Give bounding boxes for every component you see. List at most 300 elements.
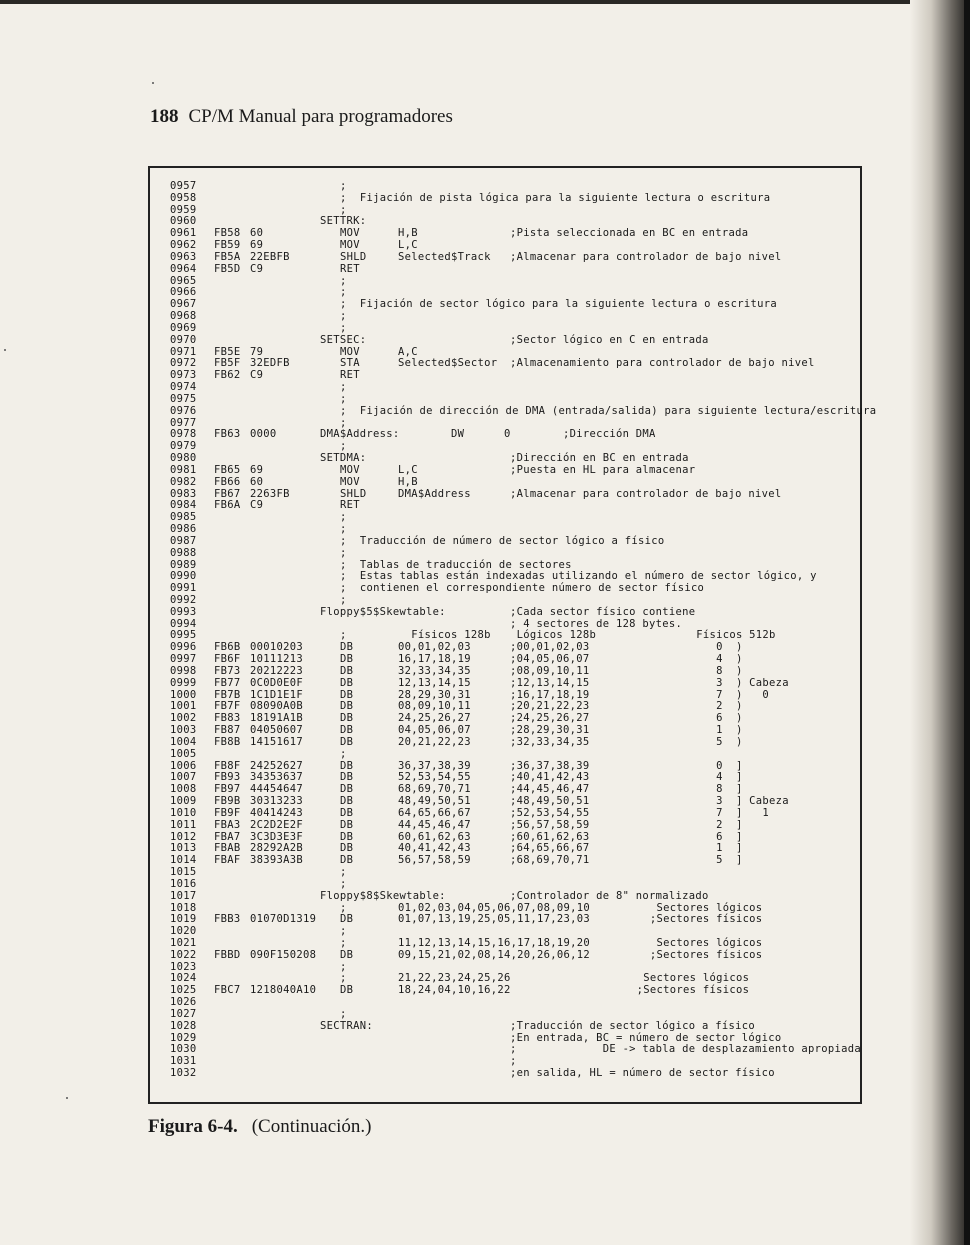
listing-rem: ;Traducción de sector lógico a físico — [510, 1019, 755, 1032]
listing-line: 1010 — [170, 806, 197, 819]
listing-extra: 0 ) — [630, 641, 743, 654]
listing-rem: ;48,49,50,51 — [510, 795, 590, 808]
listing-hex: C9 — [250, 262, 264, 275]
listing-arg: 24,25,26,27 — [398, 712, 471, 725]
listing-line: 0992 — [170, 593, 197, 606]
listing-op: ; Traducción de número de sector lógico a físico — [340, 534, 665, 547]
listing-line: 1029 — [170, 1031, 197, 1044]
listing-line: 0999 — [170, 676, 197, 689]
listing-op: DB — [340, 759, 354, 772]
listing-extra: 3 ] Cabeza — [630, 795, 789, 808]
listing-hex: 18191A1B — [250, 712, 303, 725]
listing-arg: 18,24,04,10,16,22 — [398, 984, 511, 997]
listing-hex: 0000 — [250, 428, 277, 441]
listing-op: MOV — [340, 463, 360, 476]
listing-op: ; Estas tablas están indexadas utilizando el número de sector lógico, y — [340, 570, 817, 583]
listing-addr: FB66 — [214, 475, 241, 488]
listing-extra: 5 ] — [630, 854, 743, 867]
listing-op: ; — [340, 511, 347, 524]
listing-op: DB — [340, 913, 354, 926]
listing-line: 0986 — [170, 523, 197, 536]
listing-line: 1030 — [170, 1043, 197, 1056]
listing-line: 0984 — [170, 499, 197, 512]
listing-line: 0988 — [170, 546, 197, 559]
listing-hex: 2263FB — [250, 487, 290, 500]
listing-arg: 21,22,23,24,25,26 — [398, 972, 511, 985]
listing-hex: 00010203 — [250, 641, 303, 654]
listing-addr: FB62 — [214, 369, 241, 382]
listing-line: 0973 — [170, 369, 197, 382]
listing-line: 0957 — [170, 180, 197, 192]
listing-line: 1013 — [170, 842, 197, 855]
listing-extra: ;Sectores físicos — [630, 913, 763, 926]
listing-op: ; — [340, 629, 347, 642]
listing-extra: Sectores lógicos — [630, 901, 763, 914]
listing-line: 0958 — [170, 191, 197, 204]
listing-addr: FB7B — [214, 688, 241, 701]
listing-op: MOV — [340, 239, 360, 252]
listing-arg: 28,29,30,31 — [398, 688, 471, 701]
listing-rem: ;00,01,02,03 — [510, 641, 590, 654]
scan-speck — [4, 349, 6, 351]
listing-line: 0959 — [170, 203, 197, 216]
listing-op: DB — [340, 700, 354, 713]
listing-op: ; — [340, 866, 347, 879]
listing-extra: Sectores lógicos — [630, 937, 763, 949]
listing-rem: ;12,13,14,15 — [510, 676, 590, 689]
listing-rem: ;56,57,58,59 — [510, 818, 590, 831]
listing-line: 1006 — [170, 759, 197, 772]
listing-arg: DW 0 — [398, 428, 511, 441]
listing-hex: 69 — [250, 239, 264, 252]
listing-line: 0985 — [170, 511, 197, 524]
listing-label: SETTRK: — [320, 215, 367, 228]
listing-line: 0996 — [170, 641, 197, 654]
listing-extra: 7 ) 0 — [630, 688, 770, 701]
listing-hex: 38393A3B — [250, 854, 303, 867]
listing-arg: 60,61,62,63 — [398, 830, 471, 843]
listing-line: 1027 — [170, 1007, 197, 1020]
listing-line: 1032 — [170, 1067, 197, 1080]
listing-line: 0966 — [170, 286, 197, 299]
listing-addr: FBA7 — [214, 830, 241, 843]
listing-addr: FB9B — [214, 795, 241, 808]
listing-line: 1016 — [170, 877, 197, 890]
listing-line: 0994 — [170, 617, 197, 630]
listing-extra: 2 ] — [630, 818, 743, 831]
listing-rem: ;Pista seleccionada en BC en entrada — [510, 227, 749, 240]
listing-line: 0997 — [170, 653, 197, 666]
listing-addr: FB93 — [214, 771, 241, 784]
listing-arg: L,C — [398, 463, 418, 476]
listing-line: 1031 — [170, 1055, 197, 1068]
listing-op: ; — [340, 392, 347, 405]
listing-addr: FB83 — [214, 712, 241, 725]
listing-extra: ;Sectores físicos — [630, 948, 763, 961]
running-title: CP/M Manual para programadores — [188, 106, 453, 127]
listing-arg: 36,37,38,39 — [398, 759, 471, 772]
listing-hex: 22EBFB — [250, 250, 290, 263]
listing-op: RET — [340, 499, 360, 512]
page-header — [150, 106, 453, 128]
listing-op: ; — [340, 972, 347, 985]
listing-addr: FB7F — [214, 700, 241, 713]
listing-line: 1017 — [170, 889, 197, 902]
listing-op: ; — [340, 925, 347, 938]
listing-hex: C9 — [250, 499, 264, 512]
listing-arg: Selected$Sector — [398, 357, 498, 370]
listing-rem: ;28,29,30,31 — [510, 724, 590, 737]
listing-op: DB — [340, 842, 354, 855]
listing-line: 0979 — [170, 440, 197, 453]
listing-line: 1021 — [170, 937, 197, 949]
listing-addr: FB6A — [214, 499, 241, 512]
listing-op: ; — [340, 546, 347, 559]
listing-hex: 090F150208 — [250, 948, 317, 961]
listing-hex: 69 — [250, 463, 264, 476]
listing-arg: DMA$Address — [398, 487, 471, 500]
listing-extra: 7 ] 1 — [630, 806, 770, 819]
listing-hex: 60 — [250, 227, 264, 240]
listing-line: 0978 — [170, 428, 197, 441]
listing-extra: 6 ) — [630, 712, 743, 725]
listing-op: ; contienen el correspondiente número de sector físico — [340, 582, 705, 595]
listing-rem: ;Almacenamiento para controlador de bajo nivel — [510, 357, 815, 370]
listing-op: ; — [340, 321, 347, 334]
listing-line: 1026 — [170, 996, 197, 1009]
listing-extra: 8 ] — [630, 783, 743, 796]
listing-extra: 5 ) — [630, 735, 743, 748]
listing-rem: ;Puesta en HL para almacenar — [510, 463, 696, 476]
listing-line: 1015 — [170, 866, 197, 879]
listing-op: DB — [340, 653, 354, 666]
listing-rem: ;Almacenar para controlador de bajo nivel — [510, 250, 782, 263]
listing-op: ; — [340, 440, 347, 453]
listing-hex: 34353637 — [250, 771, 303, 784]
listing-line: 0975 — [170, 392, 197, 405]
listing-op: DB — [340, 795, 354, 808]
caption-text: (Continuación.) — [251, 1116, 372, 1137]
listing-rem: ;En entrada, BC = número de sector lógico — [510, 1031, 782, 1044]
listing-addr: FBAF — [214, 854, 241, 867]
listing-arg: 20,21,22,23 — [398, 735, 471, 748]
listing-line: 1003 — [170, 724, 197, 737]
listing-line: 1024 — [170, 972, 197, 985]
listing-arg: 01,02,03,04,05,06,07,08,09,10 — [398, 901, 591, 914]
listing-arg: 09,15,21,02,08,14,20,26,06,12 — [398, 948, 591, 961]
listing-line: 0998 — [170, 664, 197, 677]
listing-rem: Lógicos 128b — [510, 629, 597, 642]
listing-rem: ; 4 sectores de 128 bytes. — [510, 617, 683, 630]
listing-hex: 24252627 — [250, 759, 303, 772]
listing-arg: 11,12,13,14,15,16,17,18,19,20 — [398, 937, 591, 949]
listing-line: 0987 — [170, 534, 197, 547]
listing-line: 1007 — [170, 771, 197, 784]
listing-op: MOV — [340, 475, 360, 488]
listing-rem: ;en salida, HL = número de sector físico — [510, 1067, 775, 1080]
listing-hex: 1218040A10 — [250, 984, 317, 997]
listing-hex: 20212223 — [250, 664, 303, 677]
listing-addr: FB6F — [214, 653, 241, 666]
listing-op: DB — [340, 712, 354, 725]
listing-line: 0989 — [170, 558, 197, 571]
listing-arg: L,C — [398, 239, 418, 252]
listing-line: 1000 — [170, 688, 197, 701]
listing-addr: FB5A — [214, 250, 241, 263]
listing-hex: 44454647 — [250, 783, 303, 796]
listing-line: 1018 — [170, 901, 197, 914]
book-gutter-shadow — [910, 0, 970, 1245]
listing-line: 0971 — [170, 345, 197, 358]
listing-arg: H,B — [398, 227, 418, 240]
listing-arg: 00,01,02,03 — [398, 641, 471, 654]
listing-addr: FB5E — [214, 345, 241, 358]
listing-arg: 52,53,54,55 — [398, 771, 471, 784]
listing-arg: 12,13,14,15 — [398, 676, 471, 689]
listing-hex: 08090A0B — [250, 700, 303, 713]
listing-arg: 32,33,34,35 — [398, 664, 471, 677]
listing-label: SECTRAN: — [320, 1019, 373, 1032]
listing-hex: 2C2D2E2F — [250, 818, 303, 831]
listing-line: 0965 — [170, 274, 197, 287]
listing-line: 0963 — [170, 250, 197, 263]
listing-addr: FB73 — [214, 664, 241, 677]
listing-op: DB — [340, 984, 354, 997]
listing-op: DB — [340, 783, 354, 796]
listing-line: 1011 — [170, 818, 197, 831]
listing-line: 0990 — [170, 570, 197, 583]
listing-op: ; — [340, 593, 347, 606]
listing-addr: FBBD — [214, 948, 241, 961]
listing-arg: 04,05,06,07 — [398, 724, 471, 737]
listing-rem: ;40,41,42,43 — [510, 771, 590, 784]
listing-hex: 3C3D3E3F — [250, 830, 303, 843]
listing-extra: 2 ) — [630, 700, 743, 713]
listing-rem: ;08,09,10,11 — [510, 664, 590, 677]
listing-arg: 56,57,58,59 — [398, 854, 471, 867]
listing-line: 0991 — [170, 582, 197, 595]
listing-line: 0970 — [170, 333, 197, 346]
listing-hex: 01070D1319 — [250, 913, 317, 926]
listing-line: 0969 — [170, 321, 197, 334]
listing-addr: FB65 — [214, 463, 241, 476]
listing-extra: 4 ) — [630, 653, 743, 666]
listing-addr: FB8F — [214, 759, 241, 772]
listing-line: 1019 — [170, 913, 197, 926]
page-edge — [964, 0, 970, 1245]
listing-op: DB — [340, 676, 354, 689]
listing-line: 0980 — [170, 452, 197, 465]
listing-op: DB — [340, 724, 354, 737]
listing-addr: FBA3 — [214, 818, 241, 831]
listing-op: DB — [340, 806, 354, 819]
listing-rem: ;Controlador de 8" normalizado — [510, 889, 709, 902]
listing-addr: FB87 — [214, 724, 241, 737]
listing-rem: ;68,69,70,71 — [510, 854, 590, 867]
listing-line: 1020 — [170, 925, 197, 938]
listing-op: SHLD — [340, 250, 367, 263]
listing-addr: FBC7 — [214, 984, 241, 997]
listing-line: 0967 — [170, 298, 197, 311]
listing-rem: ; DE -> tabla de desplazamiento apropiada — [510, 1043, 861, 1056]
listing-op: DB — [340, 854, 354, 867]
listing-op: DB — [340, 948, 354, 961]
listing-extra: 1 ) — [630, 724, 743, 737]
listing-hex: 04050607 — [250, 724, 303, 737]
listing-hex: C9 — [250, 369, 264, 382]
listing-rem: ;Sector lógico en C en entrada — [510, 333, 709, 346]
listing-op: ; — [340, 901, 347, 914]
listing-op: ; — [340, 747, 347, 760]
listing-op: DB — [340, 641, 354, 654]
figure-caption — [148, 1116, 372, 1138]
listing-op: ; — [340, 1007, 347, 1020]
listing-hex: 79 — [250, 345, 264, 358]
listing-op: MOV — [340, 345, 360, 358]
listing-op: RET — [340, 369, 360, 382]
listing-rem: ;Cada sector físico contiene — [510, 605, 696, 618]
listing-rem: ;32,33,34,35 — [510, 735, 590, 748]
listing-rem: ;52,53,54,55 — [510, 806, 590, 819]
listing-hex: 1C1D1E1F — [250, 688, 303, 701]
listing-line: 1004 — [170, 735, 197, 748]
listing-hex: 28292A2B — [250, 842, 303, 855]
listing-op: ; — [340, 203, 347, 216]
listing-arg: 68,69,70,71 — [398, 783, 471, 796]
listing-rem: ;24,25,26,27 — [510, 712, 590, 725]
listing-line: 1014 — [170, 854, 197, 867]
listing-line: 1012 — [170, 830, 197, 843]
listing-label: SETSEC: — [320, 333, 367, 346]
listing-line: 1001 — [170, 700, 197, 713]
listing-op: MOV — [340, 227, 360, 240]
listing-extra: 0 ] — [630, 759, 743, 772]
listing-addr: FB77 — [214, 676, 241, 689]
listing-addr: FB9F — [214, 806, 241, 819]
listing-extra: 6 ] — [630, 830, 743, 843]
listing-op: ; Fijación de sector lógico para la siguiente lectura o escritura — [340, 298, 778, 311]
listing-hex: 32EDFB — [250, 357, 290, 370]
listing-op: DB — [340, 818, 354, 831]
listing-addr: FB6B — [214, 641, 241, 654]
scan-top-edge — [0, 0, 970, 4]
listing-line: 1028 — [170, 1019, 197, 1032]
listing-op: ; — [340, 180, 347, 192]
listing-line: 0968 — [170, 310, 197, 323]
listing-label: Floppy$8$Skewtable: — [320, 889, 446, 902]
listing-addr: FB58 — [214, 227, 241, 240]
listing-rem: ;20,21,22,23 — [510, 700, 590, 713]
listing-op: STA — [340, 357, 360, 370]
listing-extra: Sectores lógicos — [630, 972, 750, 985]
listing-rem: ;Dirección en BC en entrada — [510, 452, 689, 465]
listing-hex: 30313233 — [250, 795, 303, 808]
listing-line: 0961 — [170, 227, 197, 240]
listing-op: DB — [340, 830, 354, 843]
listing-label: SETDMA: — [320, 452, 367, 465]
listing-extra: 3 ) Cabeza — [630, 676, 789, 689]
listing-hex: 60 — [250, 475, 264, 488]
listing-rem: ;16,17,18,19 — [510, 688, 590, 701]
listing-arg: H,B — [398, 475, 418, 488]
listing-arg: 01,07,13,19,25,05,11,17,23,03 — [398, 913, 591, 926]
listing-rem: ; — [510, 1055, 517, 1068]
listing-addr: FBAB — [214, 842, 241, 855]
listing-hex: 40414243 — [250, 806, 303, 819]
listing-addr: FB63 — [214, 428, 241, 441]
figure-number: Figura 6-4. — [148, 1116, 238, 1137]
listing-line: 0982 — [170, 475, 197, 488]
listing-line: 0983 — [170, 487, 197, 500]
listing-addr: FB5F — [214, 357, 241, 370]
listing-op: ; — [340, 877, 347, 890]
listing-line: 1005 — [170, 747, 197, 760]
listing-extra: Físicos 512b — [630, 629, 776, 642]
listing-line: 0962 — [170, 239, 197, 252]
listing-line: 1009 — [170, 795, 197, 808]
listing-hex: 10111213 — [250, 653, 303, 666]
listing-line: 0981 — [170, 463, 197, 476]
listing-op: ; — [340, 286, 347, 299]
listing-op: ; Tablas de traducción de sectores — [340, 558, 572, 571]
listing-addr: FB8B — [214, 735, 241, 748]
listing-line: 0964 — [170, 262, 197, 275]
listing-line: 1008 — [170, 783, 197, 796]
listing-rem: ;44,45,46,47 — [510, 783, 590, 796]
listing-op: ; — [340, 416, 347, 429]
listing-arg: 44,45,46,47 — [398, 818, 471, 831]
listing-rem: ;36,37,38,39 — [510, 759, 590, 772]
listing-op: SHLD — [340, 487, 367, 500]
listing-op: ; — [340, 310, 347, 323]
listing-arg: 08,09,10,11 — [398, 700, 471, 713]
listing-arg: 16,17,18,19 — [398, 653, 471, 666]
listing-extra: 8 ) — [630, 664, 743, 677]
listing-arg: 40,41,42,43 — [398, 842, 471, 855]
listing-op: ; — [340, 381, 347, 394]
listing-op: ; — [340, 523, 347, 536]
listing-line: 0972 — [170, 357, 197, 370]
listing-line: 0977 — [170, 416, 197, 429]
listing-arg: Selected$Track — [398, 250, 491, 263]
listing-line: 0993 — [170, 605, 197, 618]
page-number: 188 — [150, 106, 179, 127]
listing-op: ; — [340, 960, 347, 973]
listing-arg: 64,65,66,67 — [398, 806, 471, 819]
listing-line: 1023 — [170, 960, 197, 973]
listing-hex: 0C0D0E0F — [250, 676, 303, 689]
listing-op: ; — [340, 937, 347, 949]
listing-addr: FB67 — [214, 487, 241, 500]
listing-op: ; — [340, 274, 347, 287]
listing-rem: ;04,05,06,07 — [510, 653, 590, 666]
listing-extra: 1 ] — [630, 842, 743, 855]
listing-addr: FB59 — [214, 239, 241, 252]
listing-rem: ;Almacenar para controlador de bajo nivel — [510, 487, 782, 500]
listing-line: 0974 — [170, 381, 197, 394]
listing-line: 1002 — [170, 712, 197, 725]
listing-op: DB — [340, 771, 354, 784]
listing-line: 1025 — [170, 984, 197, 997]
listing-arg: A,C — [398, 345, 418, 358]
listing-op: DB — [340, 688, 354, 701]
listing-addr: FB97 — [214, 783, 241, 796]
listing-extra: ;Sectores físicos — [630, 984, 750, 997]
listing-addr: FBB3 — [214, 913, 241, 926]
listing-op: ; Fijación de pista lógica para la siguiente lectura o escritura — [340, 191, 771, 204]
listing-label: DMA$Address: — [320, 428, 400, 441]
listing-arg: Físicos 128b — [398, 629, 491, 642]
